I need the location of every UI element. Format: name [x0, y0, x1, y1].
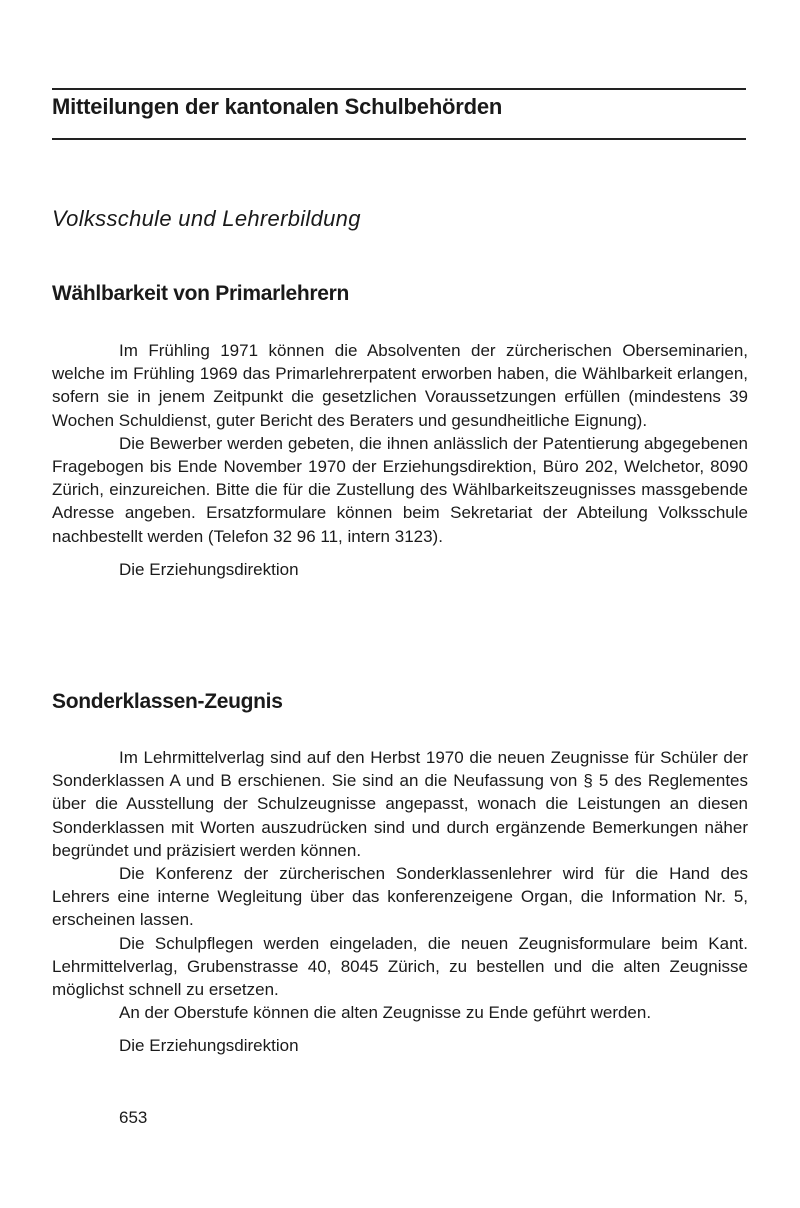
header-title: Mitteilungen der kantonalen Schulbehörden [52, 94, 503, 119]
article-paragraph: Die Bewerber werden gebeten, die ihnen anlässlich der Patentierung abgegebenen Fragebogen bis Ende November 1970 der Erziehungsdirektion, Büro 202, Welchetor, 8090 Zürich, einzureichen. Bitte die für die Zustellung des Wählbarkeitszeugnisses massgebende Adresse angeben. Ersatzformulare können beim Sekretariat der Abteilung Volksschule nachbestellt werden (Telefon 32 96 11, intern 3123). [52, 433, 748, 546]
article-signature: Die Erziehungsdirektion [119, 559, 299, 579]
article-sonderklassen [52, 746, 748, 1058]
article-paragraph: Die Schulpflegen werden eingeladen, die neuen Zeugnisformulare beim Kant. Lehrmittelverlag, Grubenstrasse 40, 8045 Zürich, zu bestellen und die alten Zeugnisse möglichst schnell zu ersetzen. [52, 933, 748, 1000]
page-number: 653 [119, 1108, 148, 1127]
article-paragraph: Im Lehrmittelverlag sind auf den Herbst 1970 die neuen Zeugnisse für Schüler der Sonderklassen A und B erschienen. Sie sind an die Neufassung von § 5 des Reglementes über die Ausstellung der Schulzeugnisse angepasst, wonach die Leistungen an diesen Sonderklassen mit Worten auszudrücken sind und durch ergänzende Bemerkungen näher begründet und präzisiert werden können. [52, 748, 748, 860]
header-rule-bottom [52, 138, 746, 140]
header-rule-top [52, 88, 746, 90]
article-signature: Die Erziehungsdirektion [119, 1036, 299, 1056]
article-paragraph: An der Oberstufe können die alten Zeugnisse zu Ende geführt werden. [119, 1003, 652, 1023]
article-heading-waehlbarkeit: Wählbarkeit von Primarlehrern [52, 282, 350, 305]
section-title: Volksschule und Lehrerbildung [52, 206, 361, 231]
article-paragraph: Im Frühling 1971 können die Absolventen der zürcherischen Oberseminarien, welche im Frühling 1969 das Primarlehrerpatent erworben haben, die Wählbarkeit erlangen, sofern sie in jenem Zeitpunkt die gesetzlichen Voraussetzungen erfüllen (mindestens 39 Wochen Schuldienst, guter Bericht des Beraters und gesundheitliche Eignung). [52, 341, 748, 430]
document-page [52, 0, 748, 1208]
article-paragraph: Die Konferenz der zürcherischen Sonderklassenlehrer wird für die Hand des Lehrers eine interne Wegleitung über das konferenzeigene Organ, die Information Nr. 5, erscheinen lassen. [52, 864, 748, 930]
article-waehlbarkeit [52, 339, 748, 581]
article-heading-sonderklassen: Sonderklassen-Zeugnis [52, 690, 283, 713]
